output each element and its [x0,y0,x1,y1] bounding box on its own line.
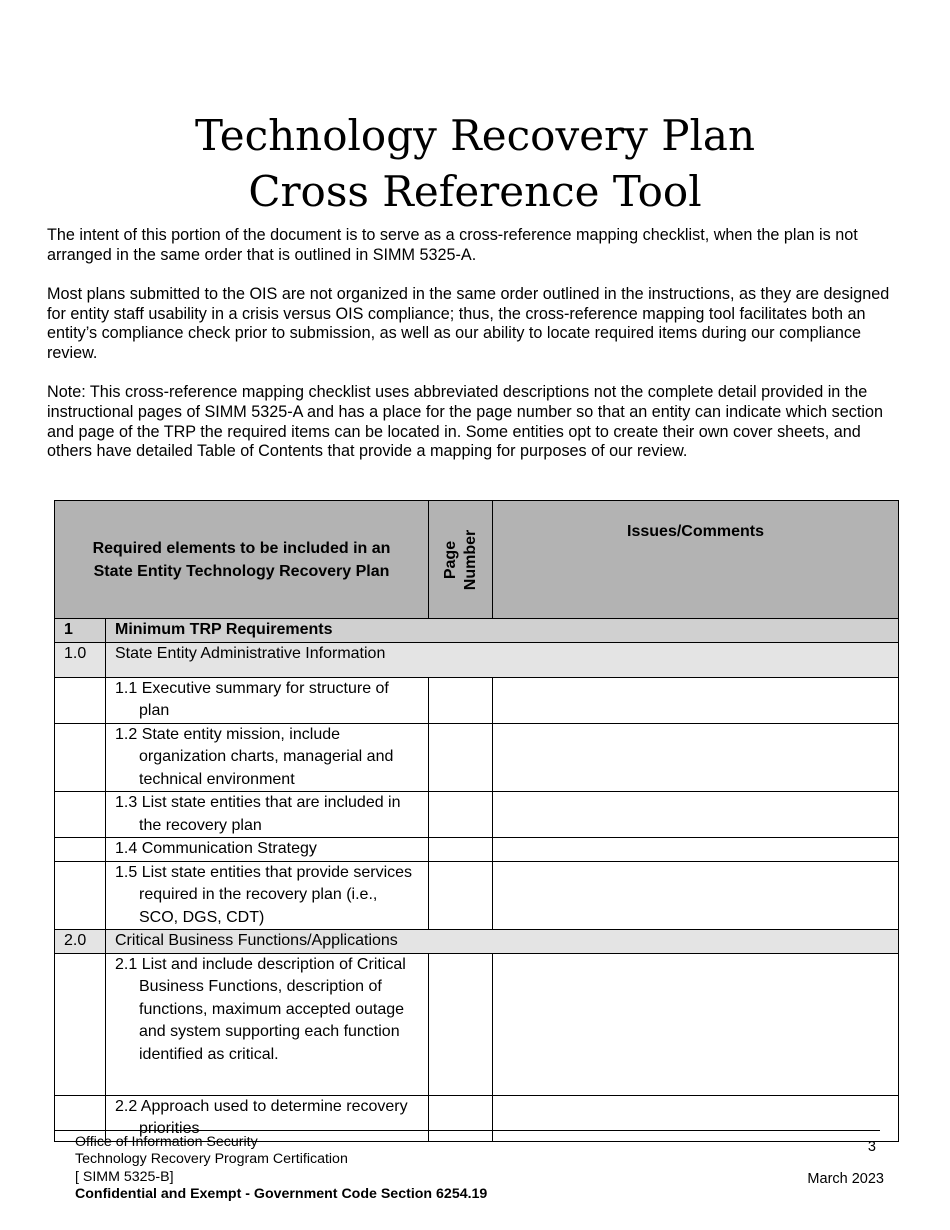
table-row [55,723,899,792]
footer-office: Office of Information Security [75,1134,258,1150]
requirement-cell [106,838,429,862]
subsection-row [55,642,899,677]
table-row [55,838,899,862]
comments-cell[interactable] [493,1095,899,1141]
table-row [55,792,899,838]
comments-cell[interactable] [493,677,899,723]
intro-paragraph-3: Note: This cross-reference mapping checklist uses abbreviated descriptions not the complete detail provided in the instructional pages of SIMM 5325-A and has a place for the page number so that an entity can indicate which section and page of the TRP the required items can be located in. Some entities opt to create their own cover sheets, and others have detailed Table of Contents that provide a mapping for purposes of our review. [47,383,883,461]
table-row [55,953,899,1095]
comments-cell[interactable] [493,953,899,1095]
page-number-cell[interactable] [429,953,493,1095]
title-line-1: Technology Recovery Plan [194,111,755,160]
requirement-cell [106,861,429,930]
row-number-cell [55,723,106,792]
header-page-line-2: Number [461,529,479,590]
page-number: 3 [867,1139,876,1155]
row-number-cell [55,953,106,1095]
document-title [0,108,950,220]
cross-reference-table [54,500,899,1142]
section-label: Minimum TRP Requirements [106,619,899,643]
intro-paragraph-1: The intent of this portion of the document is to serve as a cross-reference mapping checklist, when the plan is not arranged in the same order that is outlined in SIMM 5325-A. [47,226,858,264]
requirement-cell [106,723,429,792]
footer-simm: [ SIMM 5325-B] [75,1168,174,1185]
title-line-2: Cross Reference Tool [248,167,702,216]
subsection-label: State Entity Administrative Information [106,642,899,677]
section-number: 1 [55,619,106,643]
comments-cell[interactable] [493,723,899,792]
row-number-cell [55,861,106,930]
subsection-number: 2.0 [55,930,106,954]
row-number-cell [55,677,106,723]
page-number-cell[interactable] [429,723,493,792]
requirement-cell [106,792,429,838]
footer-date: March 2023 [807,1171,884,1187]
requirement-text: 1.5 List state entities that provide services required in the recovery plan (i.e., SCO, DGS, CDT) [115,863,413,926]
comments-cell[interactable] [493,861,899,930]
requirement-cell [106,953,429,1095]
page-number-cell[interactable] [429,838,493,862]
header-issues-comments: Issues/Comments [493,501,899,619]
requirement-cell [106,677,429,723]
table-row [55,677,899,723]
subsection-label: Critical Business Functions/Applications [106,930,899,954]
table-row [55,861,899,930]
requirement-text: 1.1 Executive summary for structure of plan [115,679,389,719]
row-number-cell [55,792,106,838]
requirement-text: 1.3 List state entities that are included in the recovery plan [115,794,401,834]
page-number-cell[interactable] [429,677,493,723]
header-page-number [429,501,493,619]
subsection-row [55,930,899,954]
requirement-text: 1.4 Communication Strategy [115,840,317,857]
table-header-row [55,501,899,619]
row-number-cell [55,838,106,862]
footer-program: Technology Recovery Program Certification [75,1151,348,1168]
page-number-cell[interactable] [429,861,493,930]
header-page-line-1: Page [441,540,459,579]
header-required-elements: Required elements to be included in an State Entity Technology Recovery Plan [55,501,429,619]
section-row [55,619,899,643]
footer-divider [54,1130,880,1131]
intro-text [47,226,909,482]
subsection-number: 1.0 [55,642,106,677]
intro-paragraph-2: Most plans submitted to the OIS are not organized in the same order outlined in the instructions, as they are designed for entity staff usability in a crisis versus OIS compliance; thus, the cross-reference mapping tool facilitates both an entity’s compliance check prior to submission, as well as our ability to locate required items during our compliance review. [47,284,890,363]
page-number-cell[interactable] [429,792,493,838]
requirement-text: 2.2 Approach used to determine recovery priorities [115,1097,408,1137]
comments-cell[interactable] [493,838,899,862]
footer-info [75,1134,487,1204]
footer-confidential: Confidential and Exempt - Government Code Section 6254.19 [75,1186,488,1203]
requirement-text: 1.2 State entity mission, include organization charts, managerial and technical environment [115,725,394,788]
requirement-text: 2.1 List and include description of Critical Business Functions, description of functions, maximum accepted outage and system supporting each function identified as critical. [115,955,406,1063]
comments-cell[interactable] [493,792,899,838]
